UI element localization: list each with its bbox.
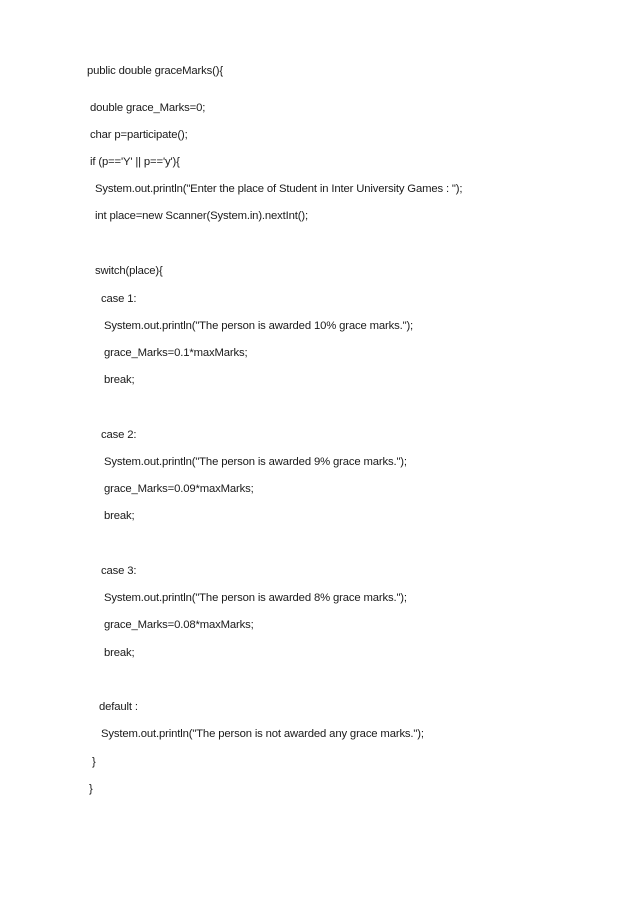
code-line: public double graceMarks(){: [87, 65, 223, 77]
code-line: System.out.println("The person is awarded 9% grace marks.");: [104, 456, 407, 468]
code-line: double grace_Marks=0;: [90, 102, 206, 114]
code-line: default :: [99, 701, 138, 713]
code-line: grace_Marks=0.1*maxMarks;: [104, 347, 248, 359]
code-line: int place=new Scanner(System.in).nextInt();: [95, 210, 308, 222]
code-line: break;: [104, 510, 135, 522]
code-line: System.out.println("The person is awarded 10% grace marks.");: [104, 320, 414, 332]
code-line: break;: [104, 647, 135, 659]
code-line: grace_Marks=0.09*maxMarks;: [104, 483, 254, 495]
code-line: }: [92, 756, 96, 768]
code-line: if (p=='Y' || p=='y'){: [90, 156, 180, 168]
code-line: break;: [104, 374, 135, 386]
code-line: grace_Marks=0.08*maxMarks;: [104, 619, 254, 631]
code-line: case 1:: [101, 293, 137, 305]
code-line: }: [89, 783, 93, 795]
code-line: case 2:: [101, 429, 137, 441]
code-line: System.out.println("The person is awarded 8% grace marks.");: [104, 592, 407, 604]
code-line: char p=participate();: [90, 129, 188, 141]
code-line: switch(place){: [95, 265, 163, 277]
code-line: case 3:: [101, 565, 137, 577]
code-line: System.out.println("The person is not awarded any grace marks.");: [101, 728, 424, 740]
code-line: System.out.println("Enter the place of Student in Inter University Games : ");: [95, 183, 463, 195]
